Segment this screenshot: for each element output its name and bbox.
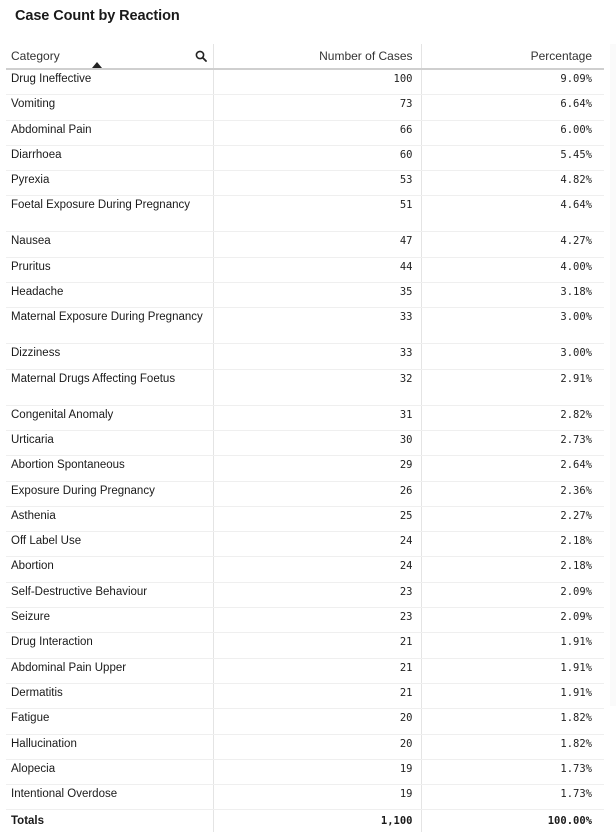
row-count-cell: 33 bbox=[213, 344, 421, 369]
row-category-cell: Abortion bbox=[6, 557, 213, 582]
table-row[interactable] bbox=[6, 582, 604, 607]
row-category-cell: Vomiting bbox=[6, 95, 213, 120]
table-row[interactable] bbox=[6, 369, 604, 405]
table-row[interactable] bbox=[6, 456, 604, 481]
row-percent-cell: 2.18% bbox=[421, 532, 604, 557]
table-row[interactable] bbox=[6, 120, 604, 145]
table-row[interactable] bbox=[6, 506, 604, 531]
case-count-table bbox=[6, 44, 604, 832]
table-row[interactable] bbox=[6, 171, 604, 196]
row-count-cell: 66 bbox=[213, 120, 421, 145]
row-percent-cell: 3.18% bbox=[421, 283, 604, 308]
vertical-scrollbar[interactable] bbox=[610, 44, 616, 706]
row-count-cell: 35 bbox=[213, 283, 421, 308]
row-percent-cell: 2.64% bbox=[421, 456, 604, 481]
row-percent-cell: 1.91% bbox=[421, 658, 604, 683]
table-row[interactable] bbox=[6, 785, 604, 810]
row-percent-cell: 4.27% bbox=[421, 232, 604, 257]
table-row[interactable] bbox=[6, 481, 604, 506]
row-count-cell: 19 bbox=[213, 759, 421, 784]
table-row[interactable] bbox=[6, 405, 604, 430]
row-category-cell: Intentional Overdose bbox=[6, 785, 213, 810]
row-count-cell: 26 bbox=[213, 481, 421, 506]
row-category-cell: Hallucination bbox=[6, 734, 213, 759]
row-category-cell: Maternal Drugs Affecting Foetus bbox=[6, 369, 213, 405]
row-percent-cell: 4.64% bbox=[421, 196, 604, 232]
row-count-cell: 53 bbox=[213, 171, 421, 196]
row-category-cell: Abortion Spontaneous bbox=[6, 456, 213, 481]
row-count-cell: 21 bbox=[213, 683, 421, 708]
table-row[interactable] bbox=[6, 759, 604, 784]
row-category-cell: Congenital Anomaly bbox=[6, 405, 213, 430]
row-count-cell: 47 bbox=[213, 232, 421, 257]
totals-count: 1,100 bbox=[213, 810, 421, 832]
totals-label: Totals bbox=[6, 810, 213, 832]
row-category-cell: Diarrhoea bbox=[6, 145, 213, 170]
row-category-cell: Seizure bbox=[6, 608, 213, 633]
column-header-category-label: Category bbox=[11, 49, 60, 63]
table-row[interactable] bbox=[6, 430, 604, 455]
table-row[interactable] bbox=[6, 658, 604, 683]
row-category-cell: Exposure During Pregnancy bbox=[6, 481, 213, 506]
row-count-cell: 31 bbox=[213, 405, 421, 430]
row-percent-cell: 6.64% bbox=[421, 95, 604, 120]
row-category-cell: Headache bbox=[6, 283, 213, 308]
row-percent-cell: 1.73% bbox=[421, 759, 604, 784]
row-category-cell: Abdominal Pain bbox=[6, 120, 213, 145]
row-category-cell: Self-Destructive Behaviour bbox=[6, 582, 213, 607]
table-row[interactable] bbox=[6, 69, 604, 95]
table-row[interactable] bbox=[6, 683, 604, 708]
row-percent-cell: 3.00% bbox=[421, 308, 604, 344]
row-category-cell: Dermatitis bbox=[6, 683, 213, 708]
row-count-cell: 20 bbox=[213, 734, 421, 759]
row-category-cell: Drug Interaction bbox=[6, 633, 213, 658]
row-count-cell: 24 bbox=[213, 557, 421, 582]
row-count-cell: 23 bbox=[213, 582, 421, 607]
row-count-cell: 73 bbox=[213, 95, 421, 120]
table-row[interactable] bbox=[6, 95, 604, 120]
table-row[interactable] bbox=[6, 232, 604, 257]
row-count-cell: 100 bbox=[213, 69, 421, 95]
panel-title: Case Count by Reaction bbox=[15, 8, 180, 24]
sort-ascending-icon[interactable] bbox=[92, 62, 102, 68]
row-percent-cell: 1.82% bbox=[421, 734, 604, 759]
row-count-cell: 23 bbox=[213, 608, 421, 633]
row-percent-cell: 2.27% bbox=[421, 506, 604, 531]
totals-row bbox=[6, 810, 604, 832]
row-count-cell: 60 bbox=[213, 145, 421, 170]
table-row[interactable] bbox=[6, 633, 604, 658]
table-row[interactable] bbox=[6, 308, 604, 344]
table-row[interactable] bbox=[6, 557, 604, 582]
row-category-cell: Pruritus bbox=[6, 257, 213, 282]
table-row[interactable] bbox=[6, 257, 604, 282]
row-percent-cell: 2.36% bbox=[421, 481, 604, 506]
row-category-cell: Foetal Exposure During Pregnancy bbox=[6, 196, 213, 232]
table-header-row bbox=[6, 44, 604, 69]
row-count-cell: 33 bbox=[213, 308, 421, 344]
data-table-container bbox=[6, 44, 610, 832]
row-percent-cell: 2.73% bbox=[421, 430, 604, 455]
row-count-cell: 19 bbox=[213, 785, 421, 810]
search-icon[interactable] bbox=[195, 50, 207, 62]
row-count-cell: 24 bbox=[213, 532, 421, 557]
row-category-cell: Pyrexia bbox=[6, 171, 213, 196]
table-row[interactable] bbox=[6, 344, 604, 369]
row-category-cell: Asthenia bbox=[6, 506, 213, 531]
row-percent-cell: 3.00% bbox=[421, 344, 604, 369]
row-percent-cell: 1.82% bbox=[421, 709, 604, 734]
row-category-cell: Dizziness bbox=[6, 344, 213, 369]
row-percent-cell: 2.91% bbox=[421, 369, 604, 405]
row-count-cell: 44 bbox=[213, 257, 421, 282]
table-row[interactable] bbox=[6, 608, 604, 633]
row-percent-cell: 4.00% bbox=[421, 257, 604, 282]
row-category-cell: Maternal Exposure During Pregnancy bbox=[6, 308, 213, 344]
table-row[interactable] bbox=[6, 145, 604, 170]
column-header-number-of-cases[interactable]: Number of Cases bbox=[213, 44, 421, 69]
row-percent-cell: 1.91% bbox=[421, 633, 604, 658]
row-count-cell: 29 bbox=[213, 456, 421, 481]
row-category-cell: Alopecia bbox=[6, 759, 213, 784]
table-row[interactable] bbox=[6, 532, 604, 557]
row-percent-cell: 1.73% bbox=[421, 785, 604, 810]
row-category-cell: Fatigue bbox=[6, 709, 213, 734]
row-category-cell: Abdominal Pain Upper bbox=[6, 658, 213, 683]
row-category-cell: Urticaria bbox=[6, 430, 213, 455]
row-category-cell: Drug Ineffective bbox=[6, 69, 213, 95]
row-category-cell: Nausea bbox=[6, 232, 213, 257]
row-count-cell: 32 bbox=[213, 369, 421, 405]
table-row[interactable] bbox=[6, 196, 604, 232]
row-count-cell: 21 bbox=[213, 633, 421, 658]
table-row[interactable] bbox=[6, 709, 604, 734]
row-category-cell: Off Label Use bbox=[6, 532, 213, 557]
table-row[interactable] bbox=[6, 283, 604, 308]
row-percent-cell: 6.00% bbox=[421, 120, 604, 145]
column-header-percentage[interactable]: Percentage bbox=[421, 44, 604, 69]
row-percent-cell: 5.45% bbox=[421, 145, 604, 170]
row-percent-cell: 4.82% bbox=[421, 171, 604, 196]
column-header-category[interactable] bbox=[6, 44, 213, 69]
row-percent-cell: 2.09% bbox=[421, 582, 604, 607]
row-count-cell: 51 bbox=[213, 196, 421, 232]
table-row[interactable] bbox=[6, 734, 604, 759]
row-percent-cell: 2.82% bbox=[421, 405, 604, 430]
row-count-cell: 30 bbox=[213, 430, 421, 455]
totals-percent: 100.00% bbox=[421, 810, 604, 832]
row-count-cell: 20 bbox=[213, 709, 421, 734]
row-count-cell: 21 bbox=[213, 658, 421, 683]
row-count-cell: 25 bbox=[213, 506, 421, 531]
row-percent-cell: 2.18% bbox=[421, 557, 604, 582]
row-percent-cell: 1.91% bbox=[421, 683, 604, 708]
row-percent-cell: 2.09% bbox=[421, 608, 604, 633]
row-percent-cell: 9.09% bbox=[421, 69, 604, 95]
